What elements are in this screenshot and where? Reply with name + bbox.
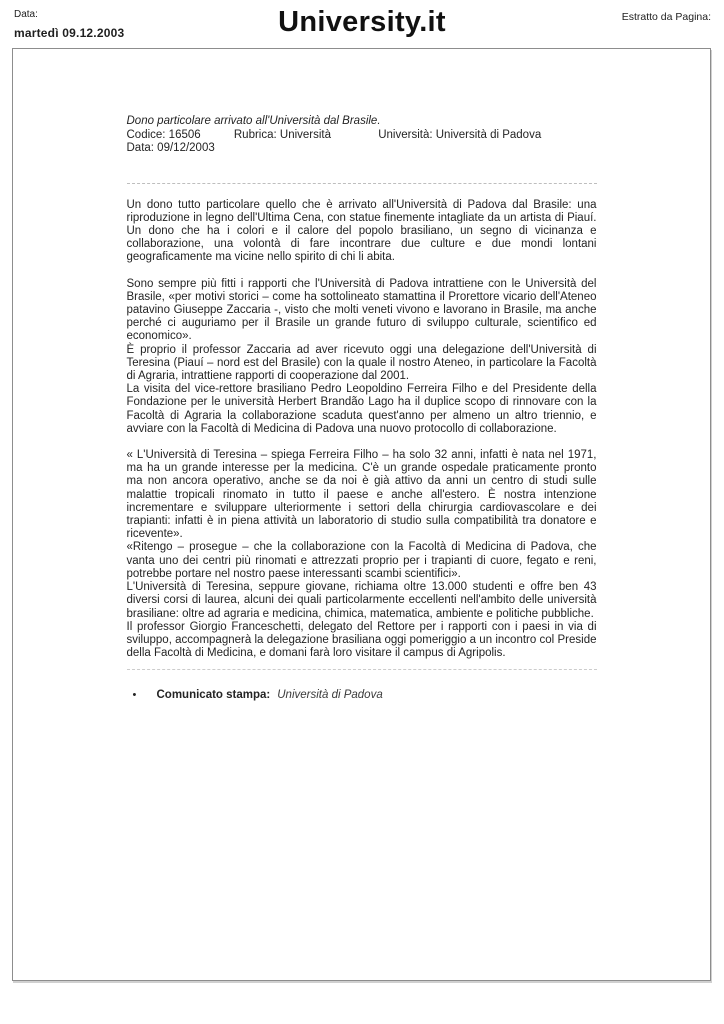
article-paragraph: Un dono tutto particolare quello che è arrivato all'Università di Padova dal Brasile: una riproduzione in legno dell'Ultima Cena, con statue finemente intagliate da un artista di Piauí. Un dono che ha i colori e il calore del popolo brasiliano, un segno di vicinanza e collaborazione, una volontà di fare incontrare due culture e due mondi lontani geograficamente ma vicine nello spirito di chi li abita. (126, 198, 597, 264)
article-paragraph: È proprio il professor Zaccaria ad aver ricevuto oggi una delegazione dell'Università di Teresina (Piauí – nord est del Brasile) con la quale il nostro Ateneo, in particolare la Facoltà di Agraria, intrattiene rapporti di cooperazione dal 2001. (126, 343, 597, 383)
separator-top (127, 183, 597, 184)
separator-bottom (127, 669, 597, 670)
article-paragraph: La visita del vice-rettore brasiliano Pedro Leopoldino Ferreira Filho e del Presidente della Fondazione per le università Herbert Brandão Lago ha il duplice scopo di rinnovare con la Facoltà di Agraria la collaborazione scaduta quest'anno per almeno un altro triennio, e avviare con la Facoltà di Medicina di Padova una nuovo protocollo di collaborazione. (126, 383, 597, 435)
article-paragraph: « L'Università di Teresina – spiega Ferreira Filho – ha solo 32 anni, infatti è nata nel 1971, ma ha un grande interesse per la medicina. C'è un grande ospedale praticamente pronto ma non ancora operativo, anche se da noi è già attivo da anni un centro di studi sulle malattie tropicali rinomato in tutto il paese e anche all'estero. È nostra intenzione incrementare e sviluppare ulteriormente i settori della chirurgia cardiovascolare e dei trapianti: infatti è in piena attività un laboratorio di studio sulla compatibilità tra donatore e ricevente». (126, 449, 597, 541)
article-meta-row (127, 129, 597, 142)
article-content (127, 115, 597, 703)
extracted-page-label: Estratto da Pagina: (621, 11, 711, 23)
date-value: martedì 09.12.2003 (14, 26, 125, 40)
article-paragraph: «Ritengo – prosegue – che la collaborazione con la Facoltà di Medicina di Padova, che vanta uno dei centri più rinomati e attrezzati proprio per i trapianti di cuore, fegato e reni, potrebbe portare nel nostro paese interessanti scambi scientifici». (126, 541, 597, 580)
meta-universita: Università: Università di Padova (378, 128, 542, 141)
press-release-value: Università di Padova (277, 689, 383, 702)
meta-codice: Codice: 16506 (126, 128, 201, 141)
page-header (0, 0, 724, 48)
article-paragraph: Il professor Giorgio Franceschetti, delegato del Rettore per i rapporti con i paesi in via di sviluppo, accompagnerà la delegazione brasiliana oggi pomeriggio a un incontro col Preside della Facoltà di Medicina, e domani farà loro visitare il campus di Agripolis. (126, 620, 597, 660)
meta-data: Data: 09/12/2003 (126, 142, 215, 155)
article-frame (12, 48, 711, 981)
article-paragraph: L'Università di Teresina, seppure giovane, richiama oltre 13.000 studenti e offre ben 43 diversi corsi di laurea, alcuni dei quali particolarmente eccellenti nell'ambito delle università brasiliane: oltre ad agraria e medicina, chimica, matematica, ambiente e politiche pubbliche. (126, 581, 597, 620)
date-label: Data: (14, 9, 38, 20)
article-title: Dono particolare arrivato all'Università dal Brasile. (126, 115, 381, 127)
meta-rubrica: Rubrica: Università (233, 128, 332, 141)
press-release-label: Comunicato stampa: (156, 689, 271, 702)
bullet-icon: • (132, 689, 137, 702)
press-release-row (127, 689, 597, 702)
article-paragraph: Sono sempre più fitti i rapporti che l'Università di Padova intrattiene con le Università del Brasile, «per motivi storici – come ha sottolineato stamattina il Prorettore vicario dell'Ateneo patavino Giuseppe Zaccaria -, visto che molti veneti vivono e lavorano in Brasile, ma anche perché ci auguriamo per il Brasile un grande futuro di sviluppo culturale, scientifico ed economico». (126, 277, 597, 343)
site-title: University.it (278, 6, 446, 38)
